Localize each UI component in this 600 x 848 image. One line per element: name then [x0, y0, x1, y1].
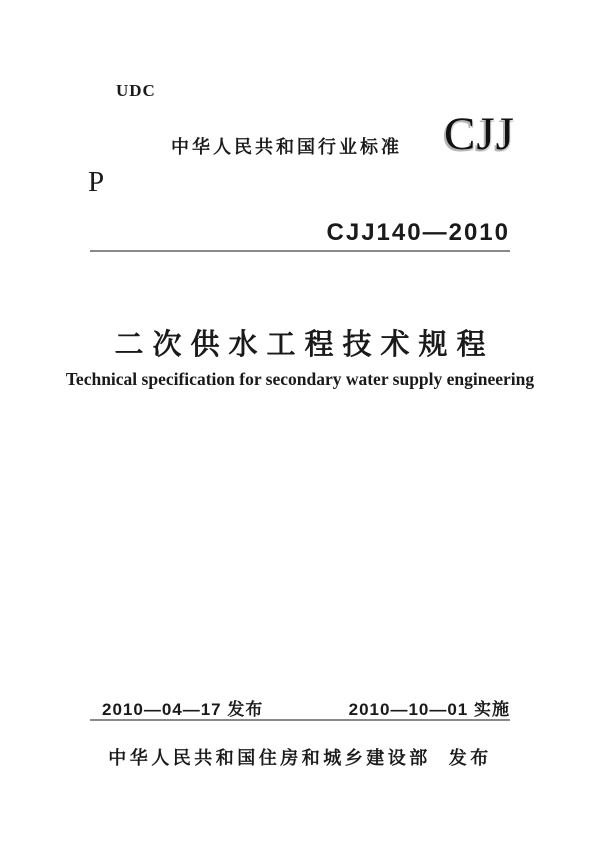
cjj-logo: CJJ: [444, 108, 515, 160]
publisher-row: [0, 744, 600, 770]
standard-number: CJJ140—2010: [326, 219, 510, 246]
standard-type-heading: 中华人民共和国行业标准: [171, 137, 402, 157]
issue-date: 2010—04—17 发布: [102, 700, 264, 719]
title-chinese: 二次供水工程技术规程: [114, 329, 495, 361]
divider-bottom: [90, 719, 510, 721]
classification-code: P: [88, 166, 105, 198]
publisher-name: 中华人民共和国住房和城乡建设部: [108, 748, 431, 768]
dates-row: [90, 695, 510, 720]
implement-date: 2010—10—01 实施: [348, 700, 510, 719]
title-english: Technical specification for secondary water supply engineering: [65, 369, 535, 389]
divider-top: [90, 250, 510, 252]
udc-label: UDC: [116, 81, 156, 100]
publish-action-label: 发布: [448, 748, 492, 768]
